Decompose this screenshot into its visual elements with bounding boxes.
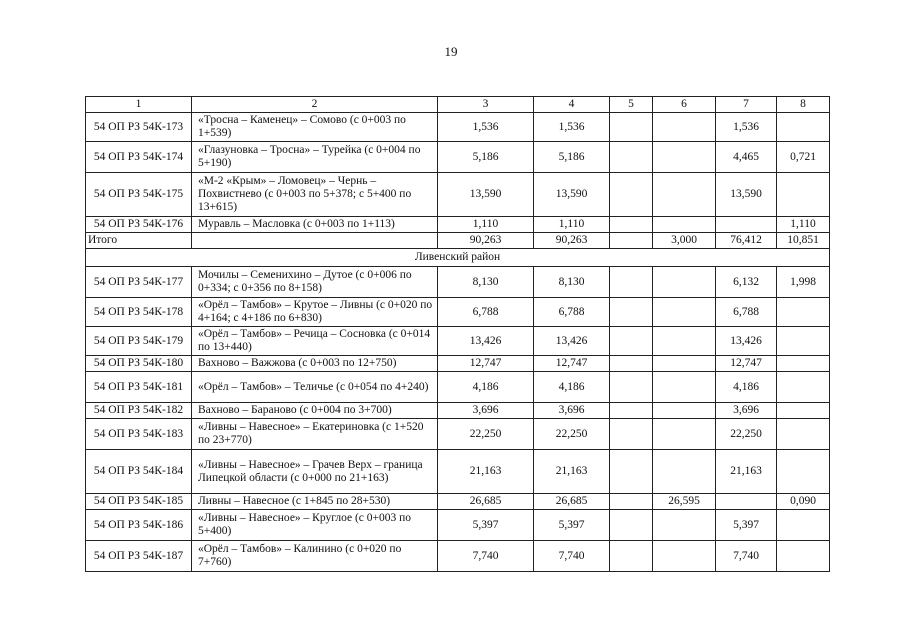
header-cell: 3 <box>438 97 534 113</box>
road-code-cell: 54 ОП РЗ 54К-184 <box>86 450 192 494</box>
header-cell: 5 <box>610 97 653 113</box>
value-cell: 6,788 <box>534 298 610 327</box>
value-cell <box>777 450 830 494</box>
value-cell: 3,696 <box>534 403 610 419</box>
table-row <box>86 419 830 450</box>
value-cell: 1,536 <box>534 113 610 142</box>
value-cell <box>653 327 716 356</box>
value-cell: 13,426 <box>438 327 534 356</box>
value-cell: 0,090 <box>777 494 830 510</box>
value-cell <box>653 217 716 233</box>
value-cell: 8,130 <box>438 267 534 298</box>
table-row <box>86 113 830 142</box>
road-code-cell: 54 ОП РЗ 54К-181 <box>86 372 192 403</box>
road-code-cell: 54 ОП РЗ 54К-177 <box>86 267 192 298</box>
road-name-cell: Вахново – Важжова (с 0+003 по 12+750) <box>192 356 438 372</box>
table-row <box>86 298 830 327</box>
value-cell <box>610 113 653 142</box>
value-cell: 90,263 <box>438 233 534 249</box>
value-cell: 7,740 <box>438 541 534 572</box>
value-cell <box>610 450 653 494</box>
table-row <box>86 403 830 419</box>
value-cell <box>777 356 830 372</box>
value-cell: 7,740 <box>716 541 777 572</box>
value-cell: 5,397 <box>534 510 610 541</box>
value-cell <box>610 356 653 372</box>
value-cell: 13,590 <box>716 173 777 217</box>
road-name-cell: Муравль – Масловка (с 0+003 по 1+113) <box>192 217 438 233</box>
value-cell: 26,685 <box>438 494 534 510</box>
value-cell: 6,788 <box>716 298 777 327</box>
table-row <box>86 327 830 356</box>
value-cell <box>653 267 716 298</box>
value-cell <box>777 298 830 327</box>
value-cell: 6,132 <box>716 267 777 298</box>
road-code-cell: 54 ОП РЗ 54К-175 <box>86 173 192 217</box>
value-cell: 12,747 <box>534 356 610 372</box>
value-cell <box>610 372 653 403</box>
value-cell <box>610 217 653 233</box>
value-cell: 22,250 <box>438 419 534 450</box>
value-cell: 21,163 <box>716 450 777 494</box>
table-row <box>86 541 830 572</box>
value-cell <box>777 372 830 403</box>
value-cell <box>777 541 830 572</box>
value-cell: 0,721 <box>777 142 830 173</box>
road-name-cell: «Ливны – Навесное» – Грачев Верх – граница Липецкой области (с 0+000 по 21+163) <box>192 450 438 494</box>
value-cell: 3,000 <box>653 233 716 249</box>
value-cell: 1,110 <box>777 217 830 233</box>
value-cell: 76,412 <box>716 233 777 249</box>
value-cell: 3,696 <box>438 403 534 419</box>
value-cell: 21,163 <box>534 450 610 494</box>
value-cell: 21,163 <box>438 450 534 494</box>
value-cell <box>777 419 830 450</box>
page-number: 19 <box>444 44 458 59</box>
road-name-cell: Ливны – Навесное (с 1+845 по 28+530) <box>192 494 438 510</box>
value-cell <box>777 113 830 142</box>
header-cell: 2 <box>192 97 438 113</box>
road-name-cell: «Тросна – Каменец» – Сомово (с 0+003 по 1+539) <box>192 113 438 142</box>
value-cell <box>653 510 716 541</box>
table-row <box>86 267 830 298</box>
road-name-cell: «Глазуновка – Тросна» – Турейка (с 0+004 по 5+190) <box>192 142 438 173</box>
value-cell <box>653 403 716 419</box>
value-cell: 1,536 <box>438 113 534 142</box>
table-row <box>86 356 830 372</box>
value-cell <box>653 372 716 403</box>
header-cell: 4 <box>534 97 610 113</box>
value-cell <box>653 419 716 450</box>
value-cell: 6,788 <box>438 298 534 327</box>
value-cell: 1,536 <box>716 113 777 142</box>
value-cell <box>610 419 653 450</box>
value-cell: 7,740 <box>534 541 610 572</box>
section-title: Ливенский район <box>86 249 830 267</box>
value-cell: 4,186 <box>438 372 534 403</box>
roads-table <box>85 96 830 572</box>
header-cell: 6 <box>653 97 716 113</box>
table-row <box>86 142 830 173</box>
value-cell: 13,426 <box>716 327 777 356</box>
road-code-cell: 54 ОП РЗ 54К-183 <box>86 419 192 450</box>
value-cell <box>610 510 653 541</box>
value-cell: 10,851 <box>777 233 830 249</box>
table-row <box>86 510 830 541</box>
value-cell: 13,426 <box>534 327 610 356</box>
total-label: Итого <box>86 233 192 249</box>
value-cell <box>653 173 716 217</box>
value-cell <box>610 267 653 298</box>
value-cell: 22,250 <box>534 419 610 450</box>
value-cell <box>610 541 653 572</box>
table-row <box>86 372 830 403</box>
road-name-cell: «Орёл – Тамбов» – Речица – Сосновка (с 0+014 по 13+440) <box>192 327 438 356</box>
road-code-cell: 54 ОП РЗ 54К-182 <box>86 403 192 419</box>
value-cell <box>777 403 830 419</box>
road-name-cell: «М-2 «Крым» – Ломовец» – Чернь – Похвистнево (с 0+003 по 5+378; с 5+400 по 13+615) <box>192 173 438 217</box>
road-name-cell: Мочилы – Семенихино – Дутое (с 0+006 по 0+334; с 0+356 по 8+158) <box>192 267 438 298</box>
value-cell: 4,186 <box>534 372 610 403</box>
value-cell <box>610 233 653 249</box>
value-cell: 26,685 <box>534 494 610 510</box>
road-code-cell: 54 ОП РЗ 54К-185 <box>86 494 192 510</box>
value-cell <box>716 217 777 233</box>
road-code-cell: 54 ОП РЗ 54К-178 <box>86 298 192 327</box>
value-cell: 1,110 <box>534 217 610 233</box>
road-code-cell: 54 ОП РЗ 54К-173 <box>86 113 192 142</box>
road-name-cell: «Орёл – Тамбов» – Калинино (с 0+020 по 7+760) <box>192 541 438 572</box>
value-cell: 12,747 <box>438 356 534 372</box>
section-row <box>86 249 830 267</box>
table-row <box>86 217 830 233</box>
value-cell: 1,110 <box>438 217 534 233</box>
value-cell <box>610 142 653 173</box>
value-cell: 4,465 <box>716 142 777 173</box>
value-cell: 5,397 <box>438 510 534 541</box>
value-cell <box>610 298 653 327</box>
header-cell: 8 <box>777 97 830 113</box>
value-cell: 22,250 <box>716 419 777 450</box>
value-cell: 5,397 <box>716 510 777 541</box>
value-cell <box>610 327 653 356</box>
value-cell <box>653 142 716 173</box>
road-code-cell: 54 ОП РЗ 54К-180 <box>86 356 192 372</box>
value-cell <box>610 494 653 510</box>
value-cell: 4,186 <box>716 372 777 403</box>
value-cell <box>653 298 716 327</box>
value-cell: 1,998 <box>777 267 830 298</box>
value-cell <box>653 113 716 142</box>
road-code-cell: 54 ОП РЗ 54К-186 <box>86 510 192 541</box>
table-row <box>86 173 830 217</box>
value-cell: 5,186 <box>438 142 534 173</box>
value-cell: 13,590 <box>438 173 534 217</box>
table-body <box>86 97 830 572</box>
value-cell: 5,186 <box>534 142 610 173</box>
value-cell <box>777 173 830 217</box>
value-cell <box>653 541 716 572</box>
value-cell: 26,595 <box>653 494 716 510</box>
table-row <box>86 494 830 510</box>
value-cell: 90,263 <box>534 233 610 249</box>
value-cell <box>610 173 653 217</box>
table-row <box>86 450 830 494</box>
value-cell <box>653 356 716 372</box>
header-cell: 7 <box>716 97 777 113</box>
road-code-cell: 54 ОП РЗ 54К-179 <box>86 327 192 356</box>
road-code-cell: 54 ОП РЗ 54К-174 <box>86 142 192 173</box>
table-header-row <box>86 97 830 113</box>
road-name-cell: «Ливны – Навесное» – Круглое (с 0+003 по 5+400) <box>192 510 438 541</box>
value-cell <box>610 403 653 419</box>
value-cell: 12,747 <box>716 356 777 372</box>
road-name-cell: «Орёл – Тамбов» – Теличье (с 0+054 по 4+240) <box>192 372 438 403</box>
value-cell: 13,590 <box>534 173 610 217</box>
road-name-cell: «Ливны – Навесное» – Екатериновка (с 1+520 по 23+770) <box>192 419 438 450</box>
road-name-cell: Вахново – Бараново (с 0+004 по 3+700) <box>192 403 438 419</box>
value-cell <box>777 510 830 541</box>
header-cell: 1 <box>86 97 192 113</box>
value-cell <box>653 450 716 494</box>
value-cell: 8,130 <box>534 267 610 298</box>
value-cell <box>777 327 830 356</box>
road-name-cell: «Орёл – Тамбов» – Крутое – Ливны (с 0+020 по 4+164; с 4+186 по 6+830) <box>192 298 438 327</box>
total-row <box>86 233 830 249</box>
road-code-cell: 54 ОП РЗ 54К-176 <box>86 217 192 233</box>
road-name-cell <box>192 233 438 249</box>
value-cell <box>716 494 777 510</box>
value-cell: 3,696 <box>716 403 777 419</box>
road-code-cell: 54 ОП РЗ 54К-187 <box>86 541 192 572</box>
